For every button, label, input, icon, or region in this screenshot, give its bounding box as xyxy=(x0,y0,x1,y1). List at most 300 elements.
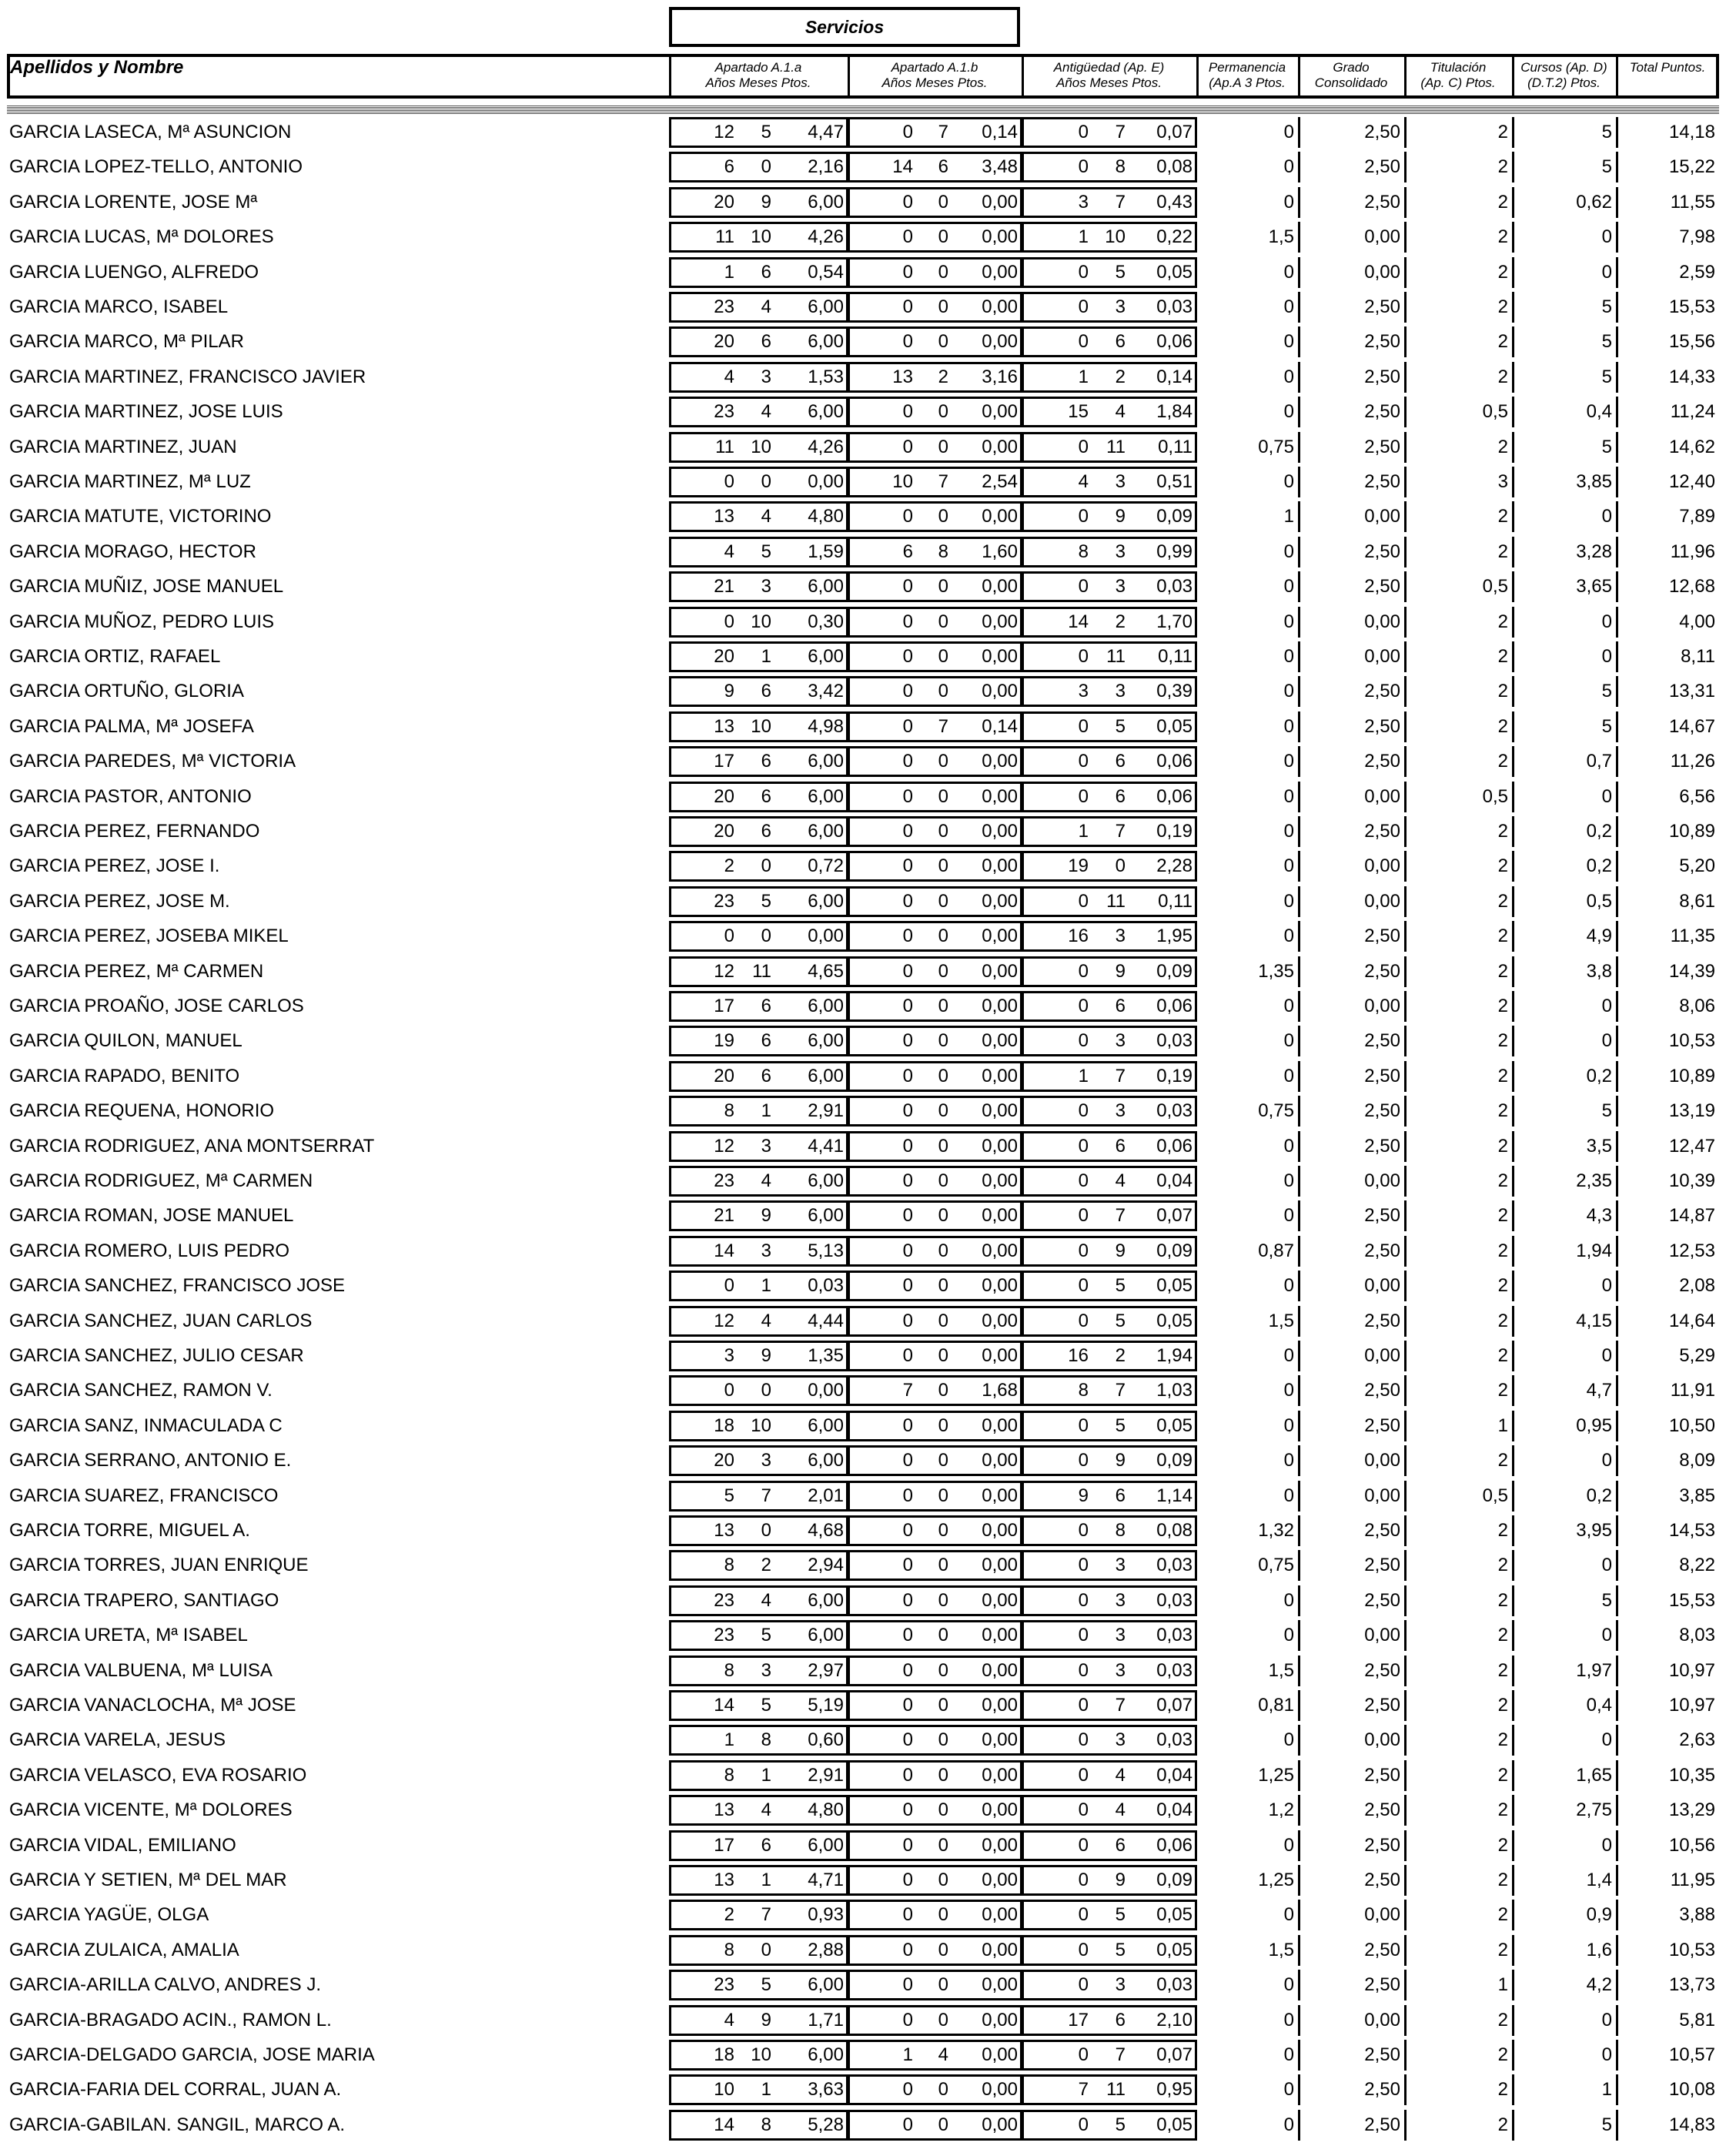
row-value: 0 xyxy=(1078,1765,1089,1786)
row-value: 0,00 xyxy=(982,2044,1018,2065)
row-value: 5 xyxy=(761,1625,771,1645)
row-value: 0,06 xyxy=(1156,751,1192,772)
row-value: 0 xyxy=(938,1660,948,1681)
row-value: 5 xyxy=(1115,1275,1126,1296)
row-value: 4 xyxy=(724,367,734,387)
table-row xyxy=(7,2005,1719,2036)
row-value: 13 xyxy=(714,716,734,737)
row-value: 0 xyxy=(938,506,948,527)
table-row xyxy=(7,467,1719,497)
table-row xyxy=(7,1200,1719,1231)
row-name: GARCIA-FARIA DEL CORRAL, JUAN A. xyxy=(9,2079,342,2100)
row-value: 0 xyxy=(1283,471,1294,492)
row-value: 0 xyxy=(938,821,948,842)
row-value: 0,05 xyxy=(1156,262,1192,283)
row-value: 0 xyxy=(902,751,913,772)
row-value: 4 xyxy=(1115,1170,1126,1191)
row-name: GARCIA PEREZ, FERNANDO xyxy=(9,821,260,842)
row-value: 2,50 xyxy=(1364,541,1400,562)
row-name: GARCIA SERRANO, ANTONIO E. xyxy=(9,1450,292,1471)
row-value: 2 xyxy=(1497,1205,1508,1226)
row-value: 4 xyxy=(761,401,771,422)
table-row xyxy=(7,326,1719,357)
table-row xyxy=(7,1795,1719,1826)
row-value: 0 xyxy=(1078,646,1089,667)
row-value: 2,50 xyxy=(1364,1590,1400,1611)
row-value: 0,09 xyxy=(1156,506,1192,527)
row-value: 2,50 xyxy=(1364,1974,1400,1995)
row-value: 5 xyxy=(1115,262,1126,283)
row-value: 2 xyxy=(1497,716,1508,737)
row-value: 0 xyxy=(1601,226,1612,247)
row-name: GARCIA PAREDES, Mª VICTORIA xyxy=(9,751,296,772)
row-value: 4,9 xyxy=(1586,926,1612,946)
row-value: 0 xyxy=(902,1520,913,1541)
row-name: GARCIA LASECA, Mª ASUNCION xyxy=(9,122,292,142)
row-value: 0,00 xyxy=(982,611,1018,632)
row-value: 0 xyxy=(938,1345,948,1366)
row-value: 2 xyxy=(1115,1345,1126,1366)
row-value: 0 xyxy=(1283,821,1294,842)
row-value: 0 xyxy=(902,576,913,597)
row-value: 7 xyxy=(1115,1380,1126,1401)
row-value: 0 xyxy=(938,1904,948,1925)
row-value: 0,00 xyxy=(982,1729,1018,1750)
row-value: 1,35 xyxy=(808,1345,844,1366)
row-value: 0,00 xyxy=(1364,996,1400,1016)
row-value: 0 xyxy=(938,331,948,352)
row-value: 6 xyxy=(761,262,771,283)
row-value: 4 xyxy=(724,2010,734,2030)
row-value: 4 xyxy=(938,2044,948,2065)
table-row xyxy=(7,607,1719,638)
row-value: 0,00 xyxy=(982,1275,1018,1296)
row-value: 0,00 xyxy=(982,1555,1018,1575)
row-value: 0 xyxy=(1601,996,1612,1016)
row-value: 0 xyxy=(1078,1520,1089,1541)
table-row xyxy=(7,782,1719,812)
row-value: 0 xyxy=(1283,1066,1294,1086)
row-value: 11 xyxy=(1106,891,1126,912)
row-name: GARCIA PEREZ, Mª CARMEN xyxy=(9,961,264,982)
row-value: 4,15 xyxy=(1576,1311,1612,1331)
table-row xyxy=(7,851,1719,882)
row-value: 0,72 xyxy=(808,855,844,876)
row-value: 2 xyxy=(724,855,734,876)
row-value: 0,00 xyxy=(1364,1625,1400,1645)
row-value: 9 xyxy=(1115,961,1126,982)
row-value: 0,00 xyxy=(1364,1275,1400,1296)
row-value: 0,00 xyxy=(982,1799,1018,1820)
row-value: 0,00 xyxy=(982,2114,1018,2135)
row-value: 0 xyxy=(1078,1590,1089,1611)
table-row xyxy=(7,641,1719,672)
row-value: 2,94 xyxy=(808,1555,844,1575)
row-name: GARCIA PROAÑO, JOSE CARLOS xyxy=(9,996,304,1016)
row-value: 1,5 xyxy=(1268,1940,1294,1960)
row-value: 2 xyxy=(1497,192,1508,213)
row-value: 13 xyxy=(892,367,913,387)
row-value: 13 xyxy=(714,1870,734,1890)
col-titulacion-header: Titulación (Ap. C) Ptos. xyxy=(1420,60,1496,90)
row-value: 3 xyxy=(761,1660,771,1681)
row-value: 0 xyxy=(938,437,948,457)
row-value: 0 xyxy=(902,1311,913,1331)
row-name: GARCIA VANACLOCHA, Mª JOSE xyxy=(9,1695,296,1716)
row-value: 1,32 xyxy=(1258,1520,1294,1541)
row-value: 6,00 xyxy=(808,1030,844,1051)
row-value: 10,39 xyxy=(1668,1170,1715,1191)
row-value: 10,89 xyxy=(1668,1066,1715,1086)
row-value: 0,00 xyxy=(982,1100,1018,1121)
row-value: 5,13 xyxy=(808,1240,844,1261)
row-value: 3 xyxy=(1115,926,1126,946)
row-value: 10,08 xyxy=(1668,2079,1715,2100)
row-value: 1,71 xyxy=(808,2010,844,2030)
row-value: 5,20 xyxy=(1679,855,1715,876)
row-value: 0,00 xyxy=(982,926,1018,946)
row-value: 17 xyxy=(714,751,734,772)
row-value: 0 xyxy=(902,1450,913,1471)
row-value: 0,00 xyxy=(982,1940,1018,1960)
row-value: 6,00 xyxy=(808,1835,844,1856)
row-value: 0,03 xyxy=(1156,576,1192,597)
row-value: 0 xyxy=(902,1100,913,1121)
table-row xyxy=(7,1026,1719,1056)
row-value: 2 xyxy=(1497,2010,1508,2030)
row-value: 0,00 xyxy=(982,506,1018,527)
table-row xyxy=(7,816,1719,847)
row-name: GARCIA SANCHEZ, FRANCISCO JOSE xyxy=(9,1275,346,1296)
row-value: 0 xyxy=(902,2010,913,2030)
row-value: 0 xyxy=(902,192,913,213)
row-value: 2,50 xyxy=(1364,2044,1400,2065)
row-value: 0,51 xyxy=(1156,471,1192,492)
row-value: 0,00 xyxy=(1364,646,1400,667)
row-value: 0 xyxy=(1283,1625,1294,1645)
row-value: 6 xyxy=(761,996,771,1016)
row-value: 11,91 xyxy=(1670,1380,1715,1401)
row-value: 1,14 xyxy=(1156,1485,1192,1506)
row-name: GARCIA MUÑIZ, JOSE MANUEL xyxy=(9,576,284,597)
row-value: 10,57 xyxy=(1668,2044,1715,2065)
row-value: 0 xyxy=(1078,1240,1089,1261)
row-value: 0,00 xyxy=(982,751,1018,772)
row-value: 2 xyxy=(1497,541,1508,562)
table-row xyxy=(7,1270,1719,1301)
row-value: 0,75 xyxy=(1258,437,1294,457)
table-row xyxy=(7,1306,1719,1337)
table-row xyxy=(7,1131,1719,1162)
row-value: 0 xyxy=(761,471,771,492)
row-value: 7 xyxy=(1115,192,1126,213)
row-value: 13,73 xyxy=(1668,1974,1715,1995)
row-value: 0 xyxy=(1283,996,1294,1016)
table-row xyxy=(7,1341,1719,1371)
row-name: GARCIA MUÑOZ, PEDRO LUIS xyxy=(9,611,275,632)
row-value: 2 xyxy=(1497,855,1508,876)
row-value: 3 xyxy=(1115,1660,1126,1681)
table-row xyxy=(7,1935,1719,1966)
row-name: GARCIA LOPEZ-TELLO, ANTONIO xyxy=(9,156,303,177)
table-header xyxy=(7,54,1719,99)
row-value: 3,48 xyxy=(982,156,1018,177)
row-value: 0 xyxy=(1078,1835,1089,1856)
row-value: 0 xyxy=(938,1625,948,1645)
row-value: 0 xyxy=(902,1240,913,1261)
row-value: 3 xyxy=(1078,681,1089,701)
table-row xyxy=(7,1620,1719,1651)
row-value: 7 xyxy=(761,1904,771,1925)
table-row xyxy=(7,501,1719,532)
row-value: 9 xyxy=(1078,1485,1089,1506)
row-value: 2,50 xyxy=(1364,1660,1400,1681)
row-value: 0,2 xyxy=(1586,855,1612,876)
row-value: 3 xyxy=(1115,1100,1126,1121)
row-value: 6,00 xyxy=(808,891,844,912)
row-value: 0,03 xyxy=(1156,1590,1192,1611)
row-value: 2,50 xyxy=(1364,1765,1400,1786)
row-value: 4,7 xyxy=(1586,1380,1612,1401)
row-value: 5 xyxy=(761,541,771,562)
row-value: 4,26 xyxy=(808,437,844,457)
row-value: 2 xyxy=(938,367,948,387)
row-value: 10,97 xyxy=(1668,1695,1715,1716)
row-value: 6 xyxy=(1115,751,1126,772)
row-value: 0 xyxy=(902,786,913,807)
row-value: 0 xyxy=(1283,786,1294,807)
row-value: 2,50 xyxy=(1364,1695,1400,1716)
row-value: 0 xyxy=(1283,2114,1294,2135)
row-value: 0 xyxy=(1283,1974,1294,1995)
row-value: 12,47 xyxy=(1668,1136,1715,1157)
row-value: 0,00 xyxy=(982,1660,1018,1681)
table-row xyxy=(7,921,1719,952)
row-value: 8,09 xyxy=(1679,1450,1715,1471)
row-value: 0 xyxy=(938,192,948,213)
row-value: 0,00 xyxy=(982,576,1018,597)
row-value: 2,50 xyxy=(1364,1100,1400,1121)
row-value: 14,67 xyxy=(1668,716,1715,737)
row-value: 8 xyxy=(724,1765,734,1786)
row-value: 2,50 xyxy=(1364,1030,1400,1051)
row-value: 0,07 xyxy=(1156,122,1192,142)
row-value: 20 xyxy=(714,192,734,213)
row-value: 20 xyxy=(714,786,734,807)
row-value: 0 xyxy=(1283,296,1294,317)
row-value: 0 xyxy=(902,1205,913,1226)
row-value: 5 xyxy=(1601,296,1612,317)
row-value: 6,00 xyxy=(808,296,844,317)
row-value: 5 xyxy=(1115,1940,1126,1960)
row-value: 0,00 xyxy=(982,681,1018,701)
row-value: 0 xyxy=(938,262,948,283)
row-value: 5 xyxy=(761,891,771,912)
row-value: 2 xyxy=(1497,1240,1508,1261)
row-value: 2 xyxy=(761,1555,771,1575)
row-value: 1 xyxy=(761,1275,771,1296)
row-value: 4,80 xyxy=(808,1799,844,1820)
row-value: 2,01 xyxy=(808,1485,844,1506)
row-value: 2 xyxy=(1497,1765,1508,1786)
row-value: 0 xyxy=(938,926,948,946)
row-value: 0 xyxy=(1078,1100,1089,1121)
row-value: 18 xyxy=(714,1415,734,1436)
table-row xyxy=(7,537,1719,567)
row-value: 3 xyxy=(1115,1590,1126,1611)
row-value: 14,18 xyxy=(1668,122,1715,142)
row-value: 7 xyxy=(1115,1066,1126,1086)
row-value: 0 xyxy=(761,855,771,876)
row-value: 0,4 xyxy=(1586,1695,1612,1716)
row-value: 4 xyxy=(1115,401,1126,422)
row-name: GARCIA-GABILAN. SANGIL, MARCO A. xyxy=(9,2114,346,2135)
row-value: 2 xyxy=(1497,961,1508,982)
row-value: 0 xyxy=(902,1765,913,1786)
row-value: 2 xyxy=(1497,1311,1508,1331)
row-value: 1 xyxy=(1078,226,1089,247)
row-value: 4,47 xyxy=(808,122,844,142)
row-value: 10,50 xyxy=(1668,1415,1715,1436)
row-value: 0 xyxy=(1078,1940,1089,1960)
row-value: 0,14 xyxy=(982,716,1018,737)
row-value: 6 xyxy=(938,156,948,177)
row-value: 0,08 xyxy=(1156,1520,1192,1541)
row-value: 5 xyxy=(1601,367,1612,387)
row-value: 0,05 xyxy=(1156,1415,1192,1436)
row-value: 2 xyxy=(1497,226,1508,247)
row-value: 11 xyxy=(715,226,734,247)
row-value: 0 xyxy=(1078,751,1089,772)
row-value: 0,04 xyxy=(1156,1765,1192,1786)
row-value: 6 xyxy=(1115,1835,1126,1856)
row-value: 0,00 xyxy=(982,1695,1018,1716)
row-name: GARCIA MORAGO, HECTOR xyxy=(9,541,256,562)
col-total-header: Total Puntos. xyxy=(1629,60,1706,75)
row-value: 7,89 xyxy=(1679,506,1715,527)
row-value: 0,9 xyxy=(1586,1904,1612,1925)
row-name: GARCIA TORRE, MIGUEL A. xyxy=(9,1520,250,1541)
row-value: 9 xyxy=(1115,1240,1126,1261)
row-value: 14 xyxy=(714,2114,734,2135)
row-value: 0 xyxy=(938,1799,948,1820)
row-value: 8 xyxy=(1115,156,1126,177)
row-value: 0,00 xyxy=(1364,1904,1400,1925)
row-value: 0,00 xyxy=(1364,262,1400,283)
table-row xyxy=(7,432,1719,463)
table-row xyxy=(7,2040,1719,2071)
row-value: 0 xyxy=(1283,611,1294,632)
row-value: 0 xyxy=(1078,1170,1089,1191)
table-row xyxy=(7,886,1719,917)
row-value: 0,05 xyxy=(1156,1940,1192,1960)
row-value: 6 xyxy=(761,821,771,842)
row-value: 6 xyxy=(761,751,771,772)
row-value: 0 xyxy=(724,471,734,492)
row-value: 2,50 xyxy=(1364,926,1400,946)
table-row xyxy=(7,362,1719,393)
row-value: 17 xyxy=(714,1835,734,1856)
row-value: 4,26 xyxy=(808,226,844,247)
row-value: 14,83 xyxy=(1668,2114,1715,2135)
row-value: 1 xyxy=(761,646,771,667)
row-value: 0 xyxy=(938,296,948,317)
row-value: 0,07 xyxy=(1156,1695,1192,1716)
row-name: GARCIA MATUTE, VICTORINO xyxy=(9,506,272,527)
row-value: 6 xyxy=(1115,331,1126,352)
row-value: 1 xyxy=(1497,1974,1508,1995)
row-name: GARCIA PEREZ, JOSEBA MIKEL xyxy=(9,926,289,946)
row-value: 6 xyxy=(761,331,771,352)
row-value: 0 xyxy=(1078,262,1089,283)
row-value: 0,05 xyxy=(1156,1275,1192,1296)
row-value: 0 xyxy=(938,401,948,422)
row-value: 2,28 xyxy=(1156,855,1192,876)
row-value: 6,00 xyxy=(808,786,844,807)
row-value: 2,50 xyxy=(1364,1066,1400,1086)
row-value: 13 xyxy=(714,506,734,527)
row-name: GARCIA PALMA, Mª JOSEFA xyxy=(9,716,254,737)
row-value: 3,85 xyxy=(1679,1485,1715,1506)
table-row xyxy=(7,956,1719,987)
row-value: 0 xyxy=(938,1765,948,1786)
row-value: 8 xyxy=(1115,1520,1126,1541)
row-value: 3 xyxy=(1115,681,1126,701)
row-value: 0 xyxy=(902,821,913,842)
row-value: 0,00 xyxy=(1364,786,1400,807)
row-value: 0,09 xyxy=(1156,961,1192,982)
row-value: 3 xyxy=(1115,1974,1126,1995)
row-value: 1 xyxy=(1601,2079,1612,2100)
table-row xyxy=(7,1515,1719,1546)
row-value: 12,53 xyxy=(1668,1240,1715,1261)
row-value: 2,16 xyxy=(808,156,844,177)
row-value: 10,56 xyxy=(1668,1835,1715,1856)
row-value: 2 xyxy=(1497,1170,1508,1191)
row-value: 0 xyxy=(1078,786,1089,807)
row-name: GARCIA MARTINEZ, JOSE LUIS xyxy=(9,401,283,422)
row-value: 0 xyxy=(938,1100,948,1121)
row-value: 5 xyxy=(1115,1311,1126,1331)
row-value: 0,00 xyxy=(982,786,1018,807)
row-value: 2 xyxy=(1497,2044,1508,2065)
row-value: 11,95 xyxy=(1670,1870,1715,1890)
row-value: 0 xyxy=(1283,681,1294,701)
row-value: 0,03 xyxy=(1156,1555,1192,1575)
row-value: 0 xyxy=(1078,1695,1089,1716)
row-value: 2,35 xyxy=(1576,1170,1612,1191)
row-value: 0 xyxy=(902,855,913,876)
table-row xyxy=(7,1970,1719,2000)
row-value: 4,41 xyxy=(808,1136,844,1157)
row-value: 0,30 xyxy=(808,611,844,632)
row-value: 0 xyxy=(902,716,913,737)
row-value: 0,7 xyxy=(1586,751,1612,772)
col-a1b-header: Apartado A.1.b Años Meses Ptos. xyxy=(881,60,988,90)
row-value: 0 xyxy=(902,646,913,667)
row-value: 4 xyxy=(761,1590,771,1611)
row-value: 0 xyxy=(902,961,913,982)
row-value: 6,00 xyxy=(808,1205,844,1226)
row-name: GARCIA SANCHEZ, RAMON V. xyxy=(9,1380,273,1401)
row-value: 0 xyxy=(1283,541,1294,562)
row-value: 2,08 xyxy=(1679,1275,1715,1296)
row-value: 2 xyxy=(1497,1520,1508,1541)
row-value: 2,50 xyxy=(1364,1311,1400,1331)
row-value: 0 xyxy=(902,506,913,527)
row-value: 14,62 xyxy=(1668,437,1715,457)
row-value: 0,00 xyxy=(982,1170,1018,1191)
